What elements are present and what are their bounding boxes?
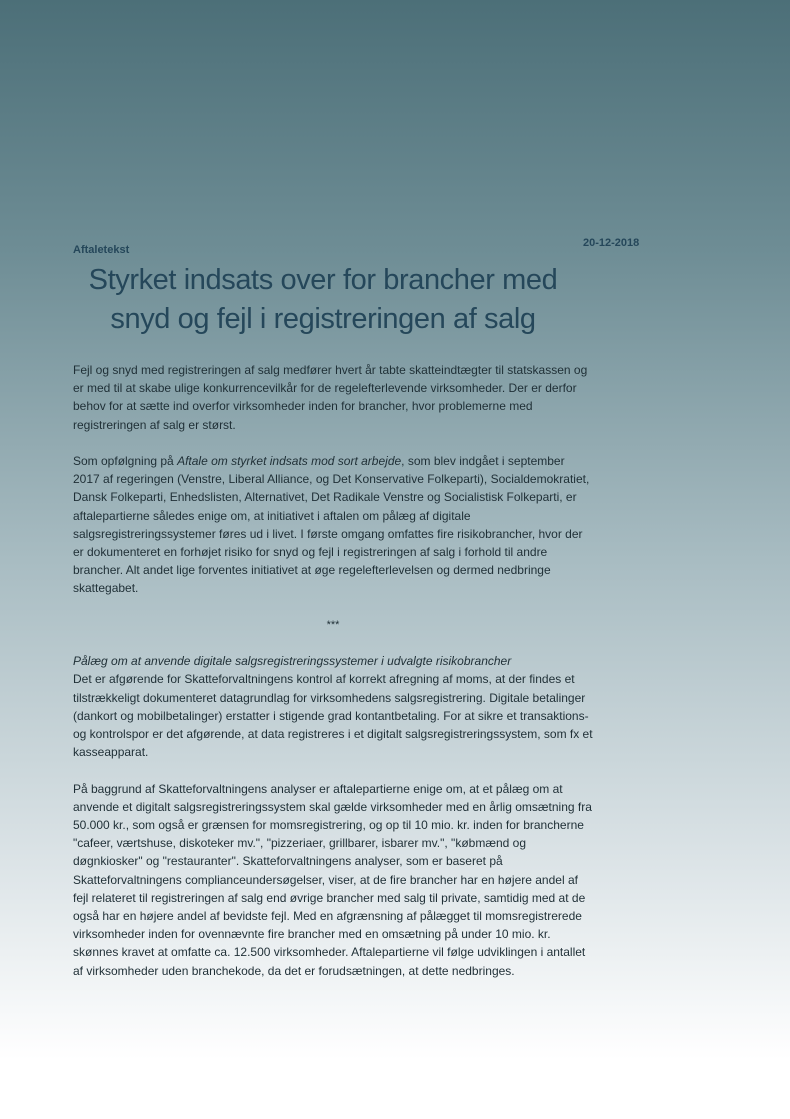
requirement-paragraph: Det er afgørende for Skatteforvaltningens kontrol af korrekt afregning af moms, at der findes et tilstrækkeligt dokumenteret datagrundlag for virksomhedens salgsregistrering. Digitale betalinger (dankort og mobilbetalinger) erstatter i stigende grad kontantbetaling. For at sikre et transaktions- og kontrolspor er det afgørende, at data registreres i et digitalt salgsregistreringssystem, som fx et kasseapparat. — [73, 672, 593, 760]
analysis-paragraph: På baggrund af Skatteforvaltningens analyser er aftalepartierne enige om, at et pålæg om at anvende et digitalt salgsregistreringssystem skal gælde virksomheder med en årlig omsætning fra 50.000 kr., som også er grænsen for momsregistrering, og op til 10 mio. kr. inden for brancherne "cafeer, værtshuse, diskoteker mv.", "pizzeriaer, grillbarer, isbarer mv.", "købmænd og døgnkiosker" og "restauranter". Skatteforvaltningens analyser, som er baseret på Skatteforvaltningens complianceundersøgelser, viser, at de fire brancher har en højere andel af fejl relateret til registreringen af salg end øvrige brancher med salg til private, samtidig med at de også har en højere andel af bevidste fejl. Med en afgrænsning af pålægget til momsregistrerede virksomheder inden for ovennævnte fire brancher med en omsætning på under 10 mio. kr. skønnes kravet at omfatte ca. 12.500 virksomheder. Aftalepartierne vil følge udviklingen i antallet af virksomheder uden branchekode, da det er forudsætningen, at dette nedbringes. — [73, 781, 592, 978]
section-heading: Pålæg om at anvende digitale salgsregistreringssystemer i udvalgte risikobrancher — [73, 654, 512, 669]
agreement-title-reference: Aftale om styrket indsats mod sort arbejde — [177, 454, 402, 468]
section-separator: *** — [326, 618, 340, 631]
agreement-text-start: Som opfølgning på — [73, 454, 178, 468]
document-date: 20-12-2018 — [583, 237, 640, 249]
document-body — [73, 361, 593, 998]
page-title: Styrket indsats over for brancher med snyd og fejl i registreringen af salg — [88, 264, 558, 335]
agreement-paragraph — [73, 452, 593, 598]
intro-paragraph: Fejl og snyd med registreringen af salg medfører hvert år tabte skatteindtægter til statskassen og er med til at skabe ulige konkurrencevilkår for de regelefterlevende virksomheder. Der er derfor behov for at sætte ind overfor virksomheder inden for brancher, hvor problemerne med registreringen af salg er størst. — [73, 363, 588, 432]
document-type-label: Aftaletekst — [73, 244, 130, 256]
agreement-text-end: , som blev indgået i september 2017 af regeringen (Venstre, Liberal Alliance, og Det Konservative Folkeparti), Socialdemokratiet, Dansk Folkeparti, Enhedslisten, Alternativet, Det Radikale Venstre og Socialistisk Folkeparti, er aftalepartierne således enige om, at initiativet i aftalen om pålæg af digitale salgsregistreringssystemer føres ud i livet. I første omgang omfattes fire risikobrancher, hvor der er dokumenteret en forhøjet risiko for snyd og fejl i registreringen af salg i forhold til andre brancher. Alt andet lige forventes initiativet at øge regelefterlevelsen og dermed nedbringe skattegabet. — [73, 454, 590, 596]
requirement-section — [73, 652, 593, 761]
